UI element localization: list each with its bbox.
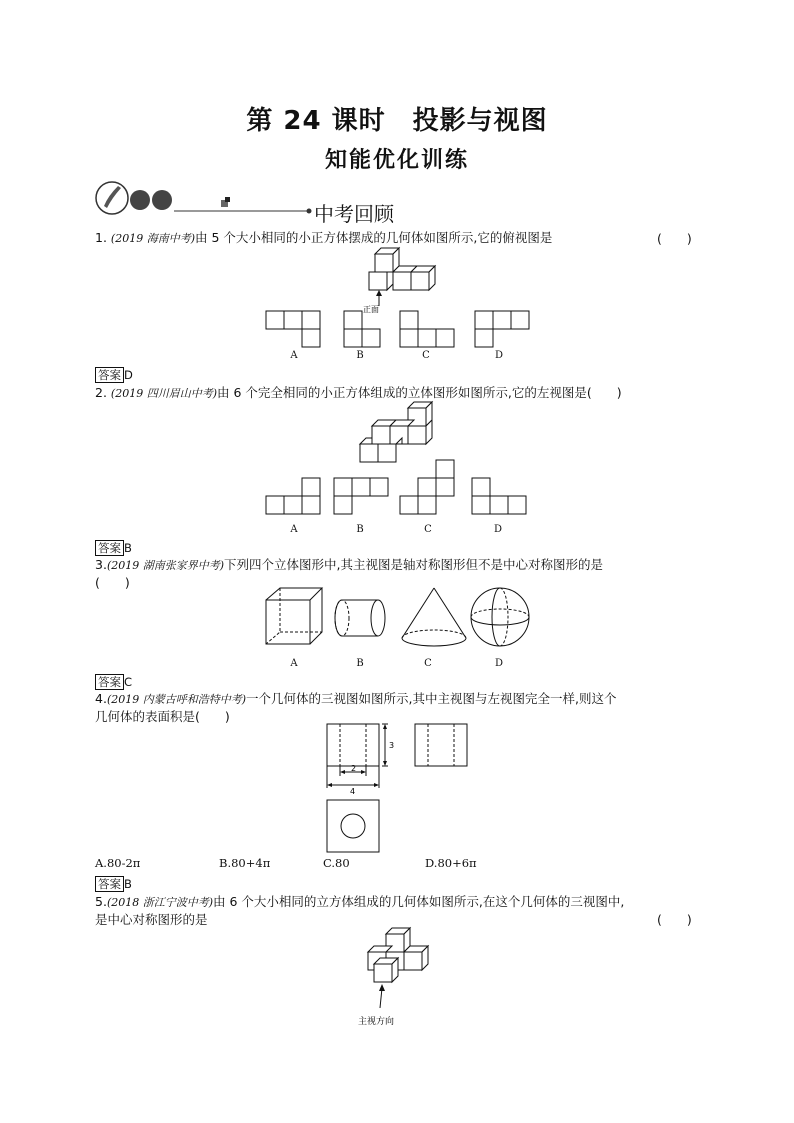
q3-options	[262, 586, 542, 656]
option-c: C.80	[323, 856, 350, 870]
answer-paren: ( )	[657, 912, 692, 927]
side-view	[415, 724, 467, 766]
option-c-figure	[400, 311, 454, 347]
answer-paren: ( )	[195, 709, 230, 724]
option-a-label: A	[290, 658, 298, 669]
option-b-label: B	[356, 658, 364, 669]
question-number: 3	[95, 557, 103, 572]
option-b-figure	[334, 478, 388, 514]
question-source: (2019 内蒙古呼和浩特中考)	[106, 693, 247, 706]
option-b-label: B	[356, 350, 364, 361]
option-a-figure	[266, 311, 320, 347]
option-d-figure	[472, 478, 526, 514]
dot-icon	[152, 190, 172, 210]
answer-value: C	[124, 675, 133, 689]
q5-solid-figure	[360, 926, 440, 1030]
answer-row	[95, 364, 133, 383]
option-c-label: C	[424, 524, 432, 535]
question-text: 由 5 个大小相同的小正方体摆成的几何体如图所示,它的俯视图是	[194, 230, 553, 245]
answer-value: D	[124, 368, 133, 382]
top-view	[327, 800, 379, 852]
answer-row	[95, 537, 132, 556]
question-1: 1. (2019 海南中考)由 5 个大小相同的小正方体摆成的几何体如图所示,它的俯视图是	[95, 230, 553, 245]
answer-row	[95, 873, 132, 892]
dim-height: 3	[389, 741, 395, 750]
question-source: (2018 浙江宁波中考)	[106, 896, 214, 909]
page-title: 第 24 课时 投影与视图	[246, 106, 548, 136]
question-5: 5.(2018 浙江宁波中考)由 6 个大小相同的立方体组成的几何体如图所示,在这个几何体的三视图中, 是中心对称图形的是	[95, 894, 625, 927]
question-source: (2019 湖南张家界中考)	[106, 559, 225, 572]
question-text: 下列四个立体图形中,其主视图是轴对称图形但不是中心对称图形的是	[224, 557, 603, 572]
view-direction-label: 主视方向	[358, 1017, 395, 1027]
option-c-figure	[400, 460, 454, 514]
answer-paren: ( )	[95, 575, 130, 590]
option-d: D.80+6π	[425, 856, 477, 870]
option-d-label: D	[494, 350, 504, 361]
option-c-label: C	[422, 350, 430, 361]
answer-tag: 答案	[95, 367, 124, 383]
question-text: 一个几何体的三视图如图所示,其中主视图与左视图完全一样,则这个	[246, 691, 617, 706]
option-d-label: D	[493, 524, 503, 535]
dot-icon	[130, 190, 150, 210]
answer-paren: ( )	[657, 231, 692, 246]
option-b: B.80+4π	[219, 856, 271, 870]
answer-paren: ( )	[586, 385, 622, 400]
q2-options	[264, 458, 544, 518]
answer-tag: 答案	[95, 540, 124, 556]
option-a: A.80-2π	[95, 856, 141, 870]
option-d-figure	[475, 311, 529, 347]
question-number: 2	[95, 385, 103, 400]
q1-options	[264, 308, 544, 348]
cube-figure	[266, 588, 322, 644]
question-number: 4	[95, 691, 103, 706]
answer-value: B	[124, 877, 132, 891]
question-text: 几何体的表面积是	[95, 709, 196, 724]
option-a-label: A	[290, 350, 298, 361]
q1-solid-figure	[355, 242, 445, 314]
sphere-figure	[471, 588, 529, 646]
dim-inner: 2	[351, 764, 357, 773]
q2-solid-figure	[358, 400, 438, 462]
question-text: 是中心对称图形的是	[95, 912, 208, 927]
page-subtitle: 知能优化训练	[324, 148, 469, 173]
question-2: 2. (2019 四川眉山中考)由 6 个完全相同的小正方体组成的立体图形如图所示,它的左视图是( )	[95, 385, 622, 400]
question-4: 4.(2019 内蒙古呼和浩特中考)一个几何体的三视图如图所示,其中主视图与左视图完全一样,则这个 几何体的表面积是( )	[95, 691, 617, 724]
option-a-figure	[266, 478, 320, 514]
option-d-label: D	[494, 658, 504, 669]
option-b-figure	[344, 311, 380, 347]
cylinder-figure	[335, 600, 385, 636]
option-b-label: B	[356, 524, 364, 535]
answer-tag: 答案	[95, 876, 124, 892]
question-number: 1	[95, 230, 103, 245]
answer-value: B	[124, 541, 132, 555]
dim-outer: 4	[350, 787, 356, 796]
question-source: (2019 四川眉山中考)	[110, 387, 217, 400]
section-banner	[94, 178, 324, 218]
question-text: 由 6 个完全相同的小正方体组成的立体图形如图所示,它的左视图是	[216, 385, 587, 400]
option-c-label: C	[424, 658, 432, 669]
answer-row	[95, 671, 132, 690]
question-number: 5	[95, 894, 103, 909]
question-3: 3.(2019 湖南张家界中考)下列四个立体图形中,其主视图是轴对称图形但不是中心对称图形的是 ( )	[95, 557, 603, 590]
question-text: 由 6 个大小相同的立方体组成的几何体如图所示,在这个几何体的三视图中,	[213, 894, 625, 909]
option-a-label: A	[290, 524, 298, 535]
section-title: 中考回顾	[314, 202, 394, 226]
answer-tag: 答案	[95, 674, 124, 690]
q4-three-views	[325, 722, 475, 856]
question-source: (2019 海南中考)	[110, 232, 195, 245]
front-view	[327, 724, 379, 766]
front-label: 正面	[363, 305, 379, 314]
cone-figure	[402, 588, 466, 646]
